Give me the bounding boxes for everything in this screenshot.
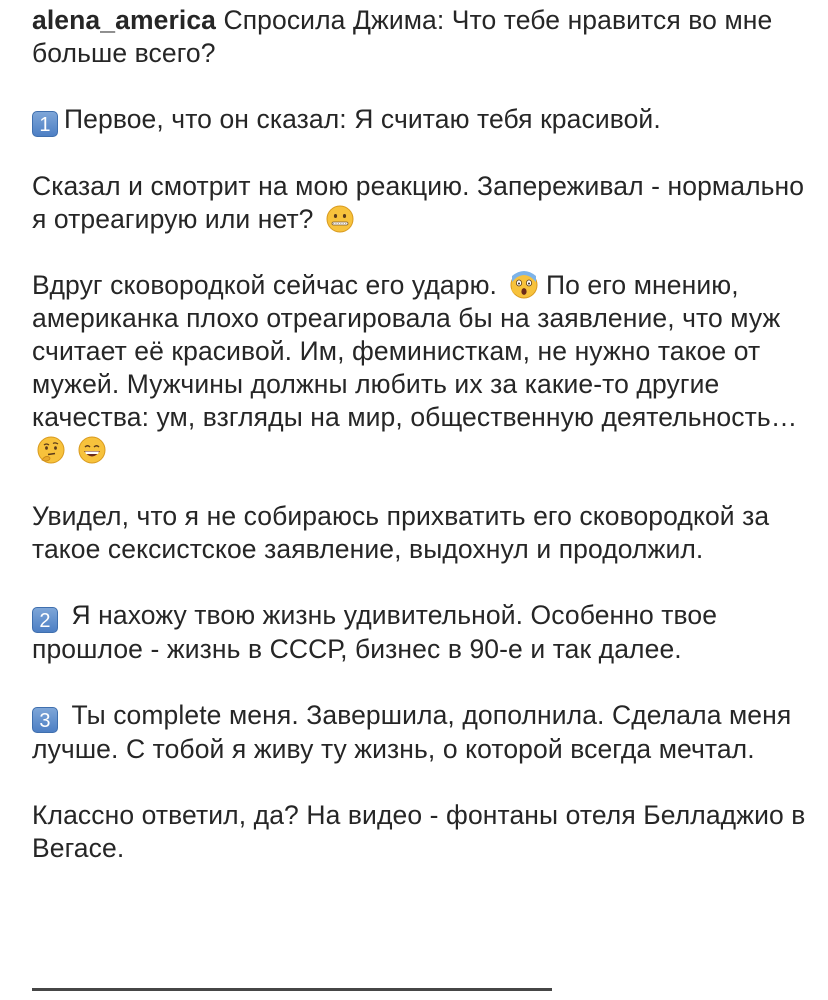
paragraph-reaction: [32, 170, 822, 236]
face-screaming-icon: [509, 270, 539, 300]
paragraph-continued: [32, 500, 822, 566]
post-caption: [32, 4, 822, 898]
item-3-text: Ты complete меня. Завершила, дополнила. Сделала меня лучше. С тобой я живу ту жизнь, о которой всегда мечтал.: [32, 700, 792, 764]
zipper-mouth-face-icon: [325, 204, 355, 234]
item-2: [32, 599, 822, 666]
paragraph-feminists-b: По его мнению, американка плохо отреагировала бы на заявление, что муж считает её красивой. Им, феминисткам, не нужно такое от мужей. Мужчины должны любить их за какие-то другие качества: ум, взгляды на мир, общественную деятельность…: [32, 270, 798, 432]
keycap-2-icon: 2: [32, 607, 58, 633]
paragraph-closing: [32, 799, 822, 865]
keycap-1-icon: 1: [32, 111, 58, 137]
paragraph-feminists: [32, 269, 822, 467]
paragraph-feminists-a: Вдруг сковородкой сейчас его ударю.: [32, 270, 498, 300]
keycap-3-icon: 3: [32, 707, 58, 733]
item-1: [32, 103, 822, 137]
item-2-text: Я нахожу твою жизнь удивительной. Особенно твое прошлое - жизнь в СССР, бизнес в 90-е и так далее.: [32, 600, 718, 664]
thinking-face-icon: [36, 435, 66, 465]
intro-text: Спросила Джима: Что тебе нравится во мне больше всего?: [32, 5, 773, 68]
truncated-next-line: [32, 986, 552, 1000]
caption-intro: [32, 4, 822, 70]
item-3: [32, 699, 822, 766]
item-1-text: Первое, что он сказал: Я считаю тебя красивой.: [64, 104, 661, 134]
grinning-face-icon: [77, 435, 107, 465]
username-link[interactable]: alena_america: [32, 5, 216, 35]
paragraph-closing-text: Классно ответил, да? На видео - фонтаны отеля Белладжио в Вегасе.: [32, 800, 806, 863]
paragraph-reaction-text: Сказал и смотрит на мою реакцию. Запереживал - нормально я отреагирую или нет?: [32, 171, 805, 234]
paragraph-continued-text: Увидел, что я не собираюсь прихватить его сковородкой за такое сексистское заявление, выдохнул и продолжил.: [32, 501, 770, 564]
